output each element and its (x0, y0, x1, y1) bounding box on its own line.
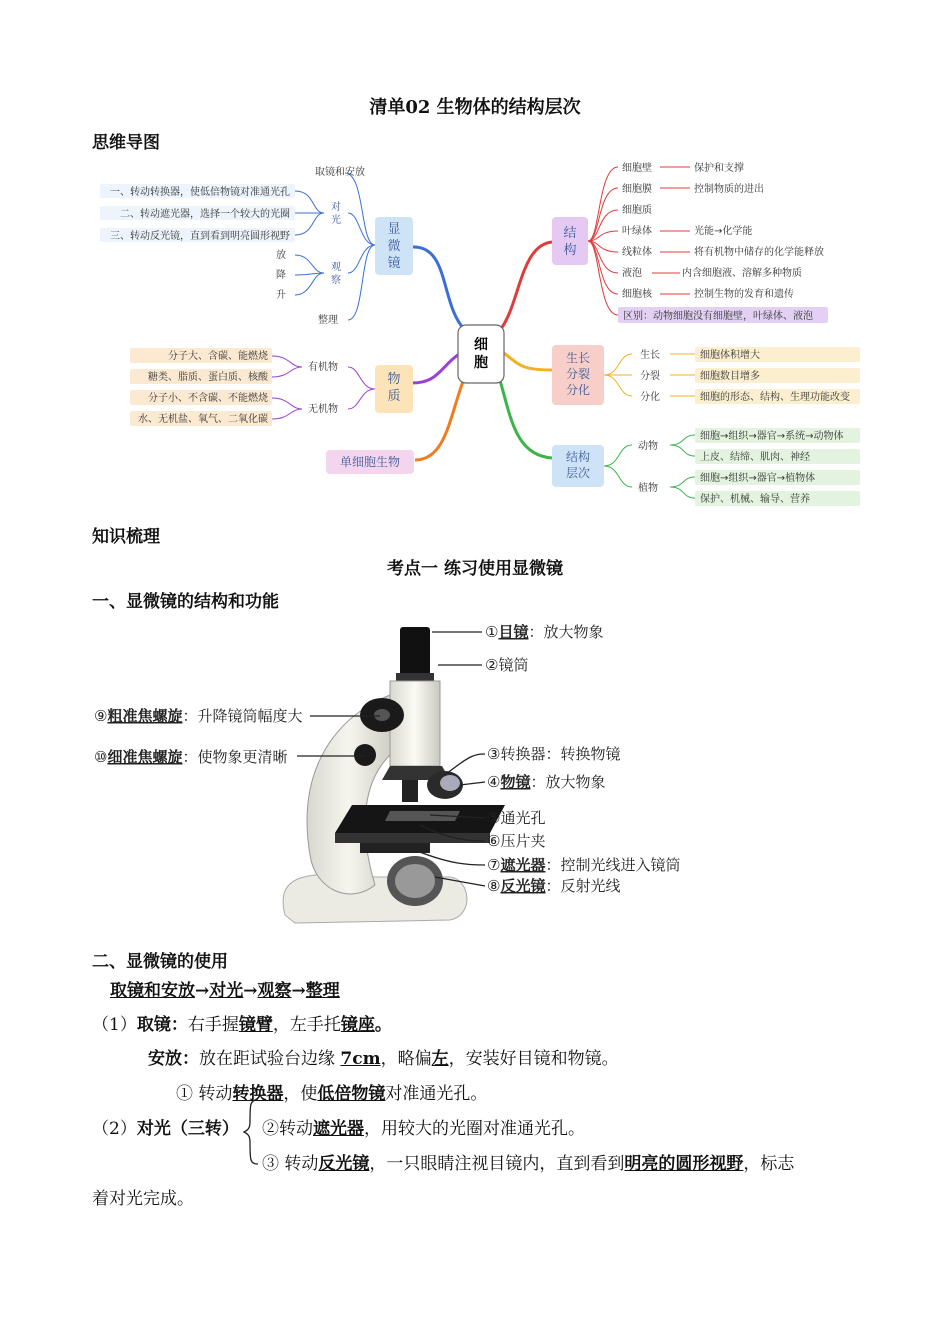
label-1-desc: ：放大物象 (528, 623, 604, 641)
svg-text:③转换器：转换物镜 (487, 745, 620, 763)
label-10-desc: ：使物象更清晰 (182, 748, 288, 766)
levels-node-label: 结构 (565, 450, 591, 464)
label-9-desc: ：升降镜筒幅度大 (182, 707, 303, 725)
mm-structure-desc: 控制物质的进出 (694, 184, 764, 195)
step-1: （1）取镜：右手握镜臂，左手托镜座。 (92, 1015, 392, 1035)
mind-map (90, 155, 870, 505)
mm-align-label: 对 (331, 202, 341, 213)
levels-node-label: 层次 (565, 466, 591, 480)
mm-structure-desc: 光能→化学能 (694, 226, 753, 237)
label-1-name: 目镜 (498, 623, 529, 641)
label-5-name: 通光孔 (500, 809, 546, 827)
substance-node-label: 物 (387, 372, 401, 387)
section-1-heading: 一、显微镜的结构和功能 (92, 592, 279, 612)
mm-observe-label: 观 (331, 262, 341, 273)
label-3-desc: ：转换物镜 (545, 745, 621, 763)
label-7-name: 遮光器 (500, 856, 546, 874)
mm-growth-name: 生长 (640, 350, 660, 361)
step-2a: ① 转动转换器，使低倍物镜对准通光孔。 (176, 1084, 488, 1104)
label-10-name: 细准焦螺旋 (107, 748, 183, 766)
mm-align-step: 三、转动反光镜，直到看到明亮圆形视野 (110, 231, 290, 242)
mm-growth-desc: 细胞数目增多 (700, 371, 760, 382)
mm-structure-name: 叶绿体 (622, 226, 652, 237)
label-4-desc: ：放大物象 (530, 773, 606, 791)
mm-plant: 植物 (638, 483, 658, 494)
mm-inorganic-item: 水、无机盐、氧气、二氧化碳 (138, 414, 268, 425)
mm-organic-item: 分子大、含碳、能燃烧 (168, 351, 268, 362)
svg-text:⑧反光镜：反射光线 (487, 877, 620, 895)
svg-text:⑤通光孔 (487, 809, 545, 827)
mm-tidy: 整理 (318, 315, 338, 326)
structure-node-label: 结 (563, 226, 577, 241)
step-1b: 安放：放在距试验台边缘 7cm，略偏左，安装好目镜和物镜。 (148, 1049, 619, 1069)
mm-organic: 有机物 (308, 362, 338, 373)
label-7-num: ⑦ (487, 856, 501, 874)
mm-inorganic-item: 分子小、不含碳、不能燃烧 (148, 393, 268, 404)
svg-text:⑩细准焦螺旋：使物象更清晰 (94, 748, 287, 766)
mm-structure-name: 细胞壁 (622, 163, 652, 174)
label-4-name: 物镜 (500, 773, 531, 791)
mm-structure-name: 液泡 (622, 268, 642, 279)
mm-structure-name: 细胞核 (622, 289, 652, 300)
mindmap-heading: 思维导图 (92, 133, 160, 153)
microscope-node-label: 镜 (387, 256, 401, 271)
mm-growth-desc: 细胞体积增大 (700, 350, 760, 361)
usage-flow: 取镜和安放→对光→观察→整理 (110, 981, 340, 1001)
mm-structure-desc: 将有机物中储存的化学能释放 (694, 247, 824, 258)
center-node (458, 325, 504, 383)
label-9-num: ⑨ (94, 707, 108, 725)
microscope-diagram (90, 615, 710, 935)
mm-growth-desc: 细胞的形态、结构、生理功能改变 (700, 392, 850, 403)
center-label-1: 细 (474, 337, 488, 353)
svg-text:①目镜：放大物象 (485, 623, 603, 641)
mm-observe-label: 察 (331, 275, 341, 286)
label-9-name: 粗准焦螺旋 (107, 707, 183, 725)
mm-align-step: 一、转动转换器，使低倍物镜对准通光孔 (110, 187, 290, 198)
mm-take: 取镜和安放 (315, 167, 365, 178)
mm-align-label: 光 (331, 215, 341, 226)
structure-node-label: 构 (563, 243, 577, 258)
mm-observe-step: 降 (276, 270, 286, 281)
label-7-desc: ：控制光线进入镜筒 (545, 856, 681, 874)
label-8-name: 反光镜 (500, 877, 546, 895)
mm-animal: 动物 (638, 441, 658, 452)
mm-observe-step: 升 (276, 290, 286, 301)
growth-node-label: 分化 (565, 383, 591, 397)
mm-structure-desc: 保护和支撑 (694, 163, 744, 174)
mm-plant-item: 保护、机械、输导、营养 (700, 494, 810, 505)
mm-structure-diff: 区别：动物细胞没有细胞壁，叶绿体、液泡 (623, 311, 813, 322)
label-2-num: ② (485, 656, 499, 674)
mm-growth-name: 分化 (640, 392, 660, 403)
svg-text:④物镜：放大物象 (487, 773, 605, 791)
label-3-name: 转换器 (500, 745, 546, 763)
topic-title: 考点一 练习使用显微镜 (387, 559, 563, 579)
mm-structure-name: 线粒体 (622, 247, 652, 258)
label-5-num: ⑤ (487, 809, 501, 827)
microscope-node-label: 显 (387, 222, 401, 237)
section-2-heading: 二、显微镜的使用 (92, 952, 228, 972)
center-label-2: 胞 (474, 355, 488, 371)
label-10-num: ⑩ (94, 748, 108, 766)
mm-structure-name: 细胞质 (622, 205, 652, 216)
mm-inorganic: 无机物 (308, 404, 338, 415)
knowledge-heading: 知识梳理 (92, 527, 160, 547)
label-2-name: 镜筒 (498, 656, 529, 674)
fine-knob (354, 744, 376, 766)
step-2d: 着对光完成。 (92, 1189, 194, 1209)
microscope-node-label: 微 (387, 239, 401, 254)
svg-text:⑥压片夹 (487, 832, 545, 850)
label-6-num: ⑥ (487, 832, 501, 850)
eyepiece (400, 627, 430, 679)
label-1-num: ① (485, 623, 499, 641)
mm-structure-desc: 内含细胞液、溶解多种物质 (682, 268, 802, 279)
mm-structure-name: 细胞膜 (622, 184, 652, 195)
step-2c: ③ 转动反光镜，一只眼睛注视目镜内，直到看到明亮的圆形视野，标志 (262, 1154, 795, 1174)
svg-text:②镜筒 (485, 656, 528, 674)
label-6-name: 压片夹 (500, 832, 546, 850)
mm-plant-item: 细胞→组织→器官→植物体 (700, 473, 816, 484)
label-8-num: ⑧ (487, 877, 501, 895)
brace-icon (240, 1092, 262, 1172)
label-3-num: ③ (487, 745, 501, 763)
step-2b: ②转动遮光器，用较大的光圈对准通光孔。 (262, 1119, 585, 1139)
growth-node-label: 生长 (565, 351, 591, 365)
svg-text:⑨粗准焦螺旋：升降镜筒幅度大 (94, 707, 302, 725)
mm-animal-item: 上皮、结缔、肌肉、神经 (700, 452, 810, 463)
mm-observe-step: 放 (276, 250, 286, 261)
label-8-desc: ：反射光线 (545, 877, 621, 895)
substance-node-label: 质 (387, 389, 401, 404)
mm-animal-item: 细胞→组织→器官→系统→动物体 (700, 431, 844, 442)
svg-text:⑦遮光器：控制光线进入镜筒 (487, 856, 680, 874)
mm-growth-name: 分裂 (640, 371, 660, 382)
mm-align-step: 二、转动遮光器，选择一个较大的光圈 (120, 209, 290, 220)
mm-organic-item: 糖类、脂质、蛋白质、核酸 (148, 372, 268, 383)
mm-structure-desc: 控制生物的发育和遗传 (694, 289, 794, 300)
label-4-num: ④ (487, 773, 501, 791)
page-title: 清单02 生物体的结构层次 (369, 97, 581, 118)
mm-unicell: 单细胞生物 (339, 455, 401, 469)
growth-node-label: 分裂 (565, 367, 591, 381)
step-2-label: （2）对光（三转） (92, 1119, 239, 1139)
